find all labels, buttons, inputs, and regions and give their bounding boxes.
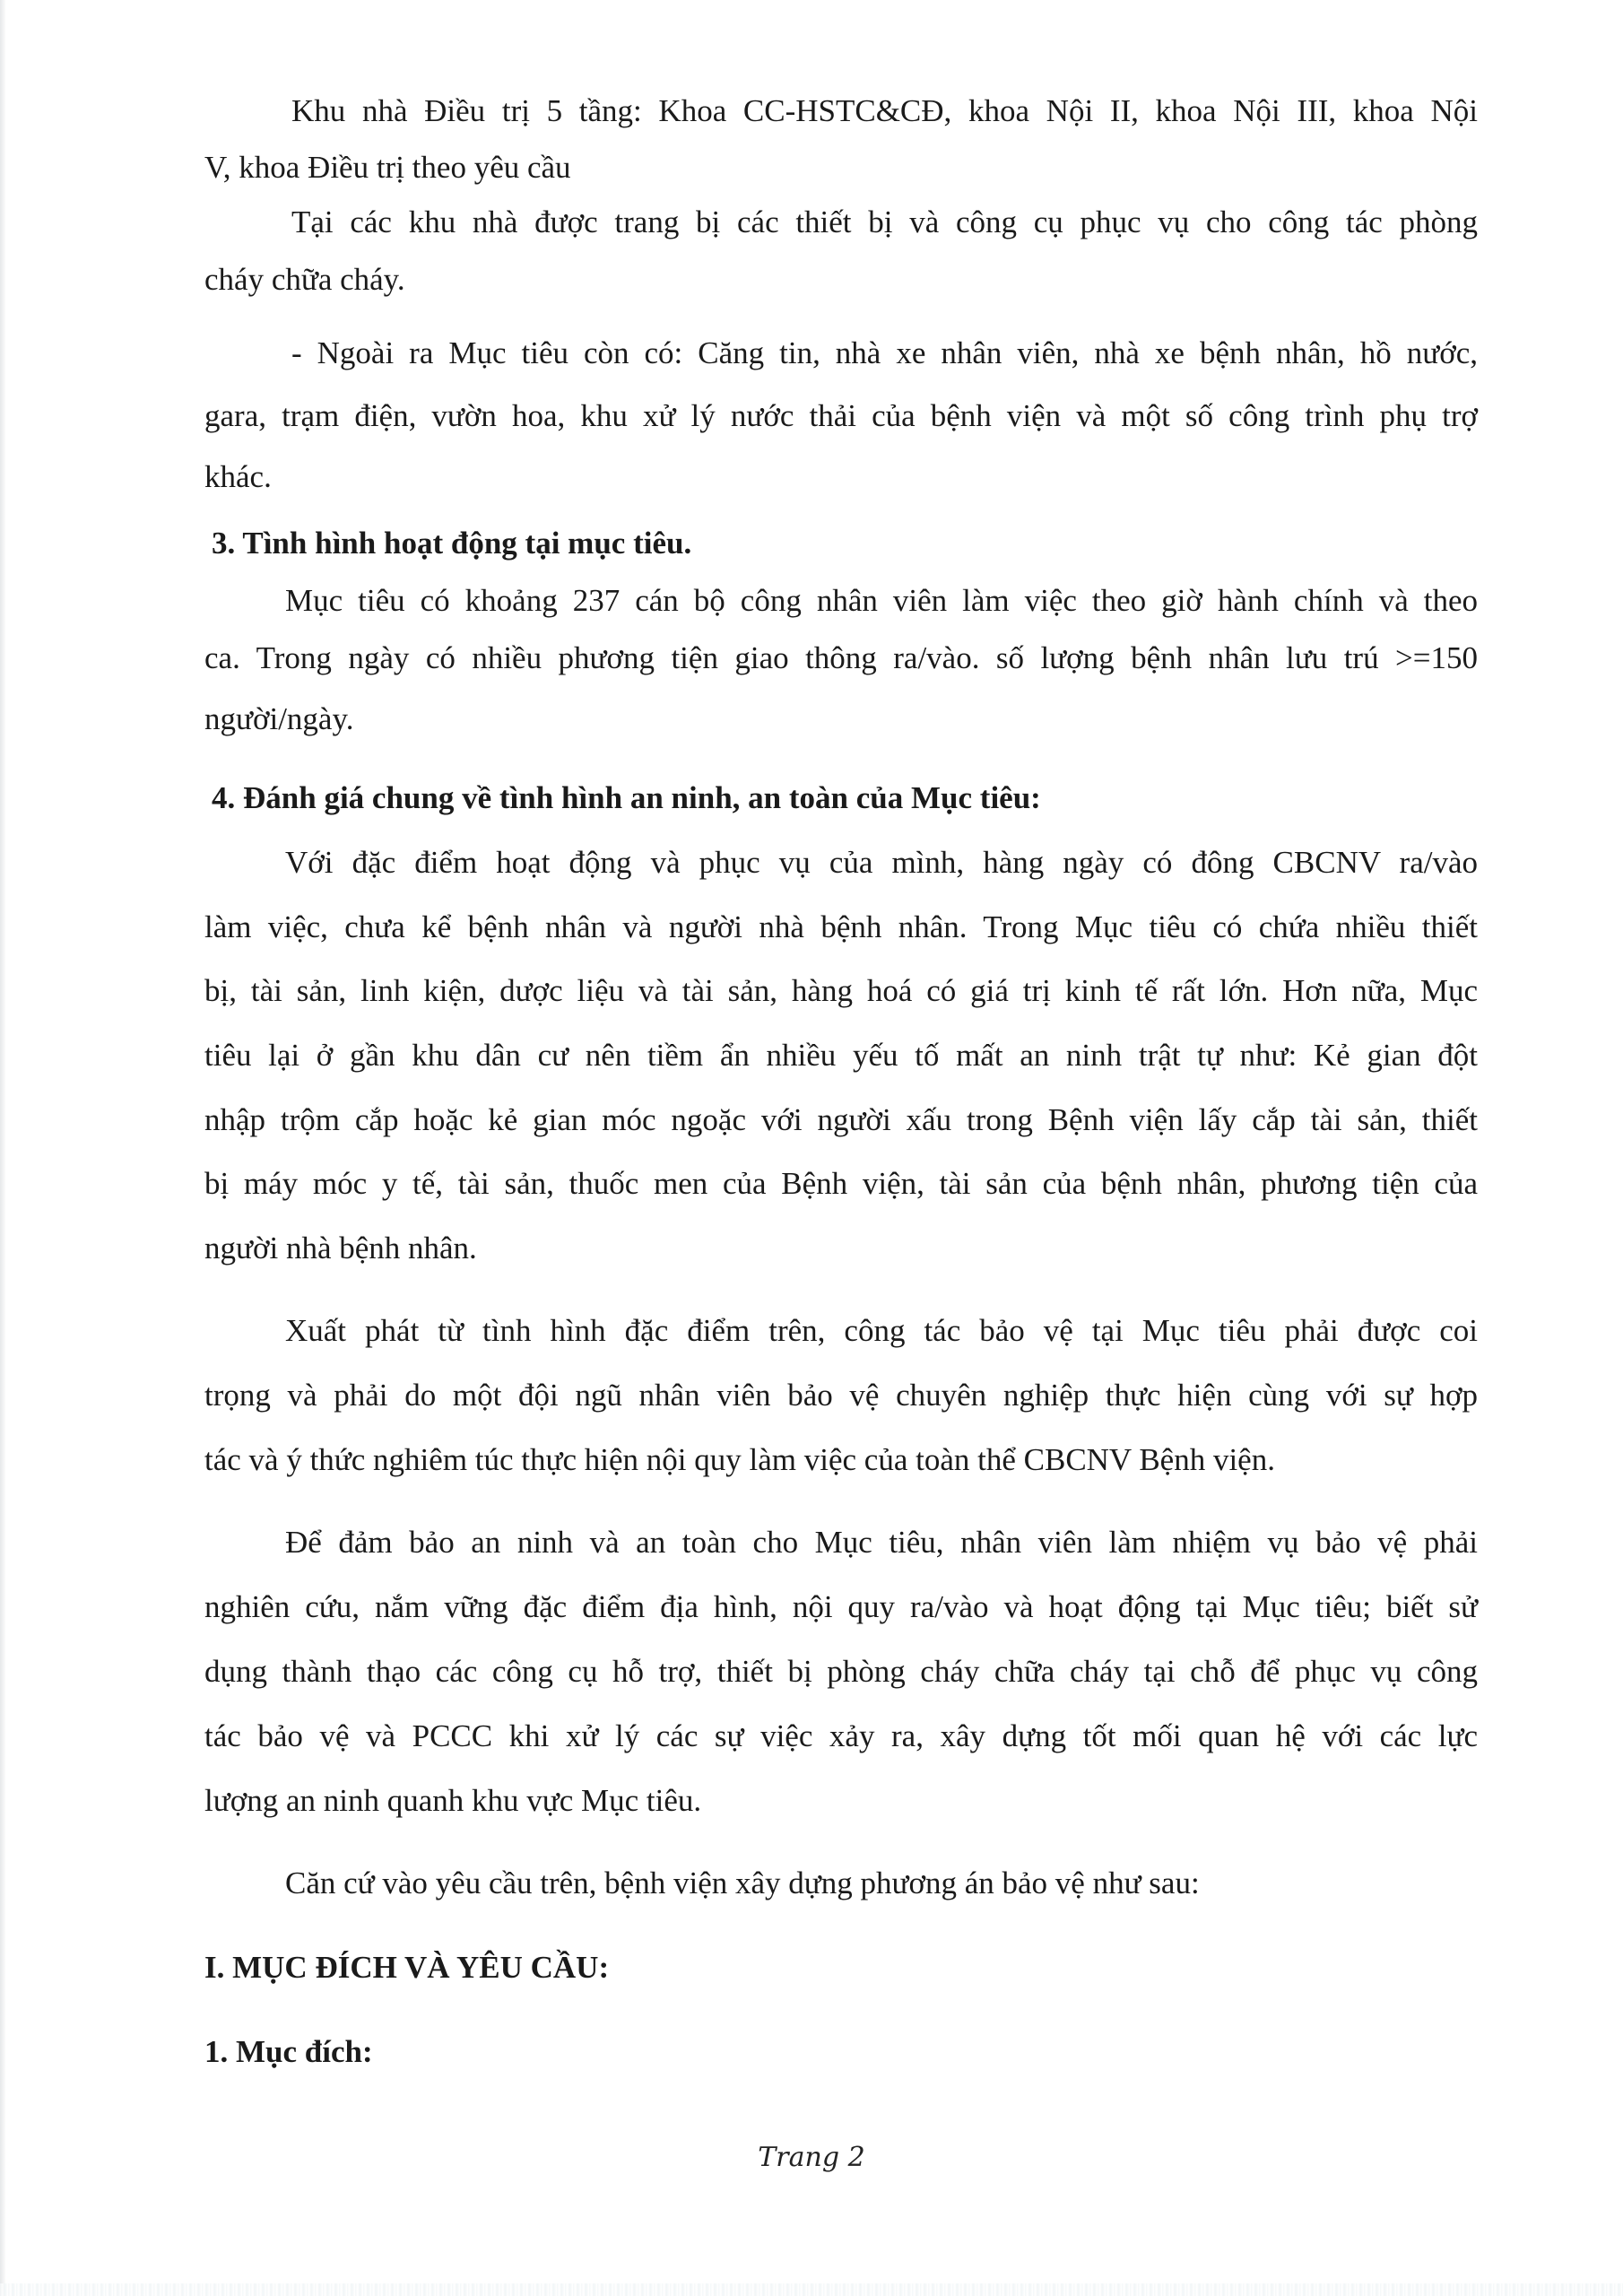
paragraph-line: Với đặc điểm hoạt động và phục vụ của mình, hàng ngày có đông CBCNV ra/vào (285, 845, 1478, 880)
paragraph-line: Xuất phát từ tình hình đặc điểm trên, công tác bảo vệ tại Mục tiêu phải được coi (285, 1313, 1478, 1348)
page-number: Trang 2 (758, 2142, 865, 2173)
paragraph-line: Căn cứ vào yêu cầu trên, bệnh viện xây dựng phương án bảo vệ như sau: (285, 1866, 1200, 1900)
paragraph-line: làm việc, chưa kể bệnh nhân và người nhà bệnh nhân. Trong Mục tiêu có chứa nhiều thiết (204, 909, 1478, 944)
paragraph-line: ca. Trong ngày có nhiều phương tiện giao thông ra/vào. số lượng bệnh nhân lưu trú >=150 (204, 640, 1478, 675)
paragraph-line: người/ngày. (204, 701, 354, 736)
paragraph-line: tác bảo vệ và PCCC khi xử lý các sự việc xảy ra, xây dựng tốt mối quan hệ với các lực (204, 1718, 1478, 1753)
paragraph-line: nghiên cứu, nắm vững đặc điểm địa hình, nội quy ra/vào và hoạt động tại Mục tiêu; biết sử (204, 1589, 1478, 1624)
paragraph-line: khác. (204, 459, 272, 494)
paragraph-line: Để đảm bảo an ninh và an toàn cho Mục tiêu, nhân viên làm nhiệm vụ bảo vệ phải (285, 1525, 1478, 1560)
paragraph-line: trọng và phải do một đội ngũ nhân viên bảo vệ chuyên nghiệp thực hiện cùng với sự hợp (204, 1378, 1478, 1413)
paragraph-line: cháy chữa cháy. (204, 262, 405, 297)
subsection-heading-1: 1. Mục đích: (204, 2034, 373, 2069)
paragraph-line: nhập trộm cắp hoặc kẻ gian móc ngoặc với người xấu trong Bệnh viện lấy cắp tài sản, thiết (204, 1102, 1478, 1137)
paragraph-line: tiêu lại ở gần khu dân cư nên tiềm ẩn nhiều yếu tố mất an ninh trật tự như: Kẻ gian đột (204, 1038, 1478, 1073)
paragraph-line: Tại các khu nhà được trang bị các thiết bị và công cụ phục vụ cho công tác phòng (291, 204, 1478, 239)
paragraph-line: gara, trạm điện, vườn hoa, khu xử lý nước thải của bệnh viện và một số công trình phụ trợ (204, 398, 1478, 433)
paragraph-line: Mục tiêu có khoảng 237 cán bộ công nhân viên làm việc theo giờ hành chính và theo (285, 583, 1478, 618)
scan-bottom-edge (0, 2283, 1623, 2296)
scan-left-edge (0, 0, 5, 2296)
paragraph-line: Khu nhà Điều trị 5 tầng: Khoa CC-HSTC&CĐ, khoa Nội II, khoa Nội III, khoa Nội (291, 93, 1478, 128)
paragraph-line: người nhà bệnh nhân. (204, 1231, 477, 1265)
section-heading-4: 4. Đánh giá chung về tình hình an ninh, an toàn của Mục tiêu: (212, 780, 1041, 815)
section-heading-I: I. MỤC ĐÍCH VÀ YÊU CẦU: (204, 1950, 610, 1985)
paragraph-line: lượng an ninh quanh khu vực Mục tiêu. (204, 1783, 702, 1818)
paragraph-line: - Ngoài ra Mục tiêu còn có: Căng tin, nhà xe nhân viên, nhà xe bệnh nhân, hồ nước, (291, 335, 1478, 370)
paragraph-line: bị máy móc y tế, tài sản, thuốc men của Bệnh viện, tài sản của bệnh nhân, phương tiện của (204, 1166, 1478, 1201)
section-heading-3: 3. Tình hình hoạt động tại mục tiêu. (212, 526, 692, 561)
paragraph-line: dụng thành thạo các công cụ hỗ trợ, thiết bị phòng cháy chữa cháy tại chỗ để phục vụ công (204, 1654, 1478, 1689)
paragraph-line: tác và ý thức nghiêm túc thực hiện nội quy làm việc của toàn thể CBCNV Bệnh viện. (204, 1442, 1275, 1477)
paragraph-line: V, khoa Điều trị theo yêu cầu (204, 150, 571, 185)
paragraph-line: bị, tài sản, linh kiện, dược liệu và tài sản, hàng hoá có giá trị kinh tế rất lớn. Hơn nữa, Mục (204, 973, 1478, 1008)
